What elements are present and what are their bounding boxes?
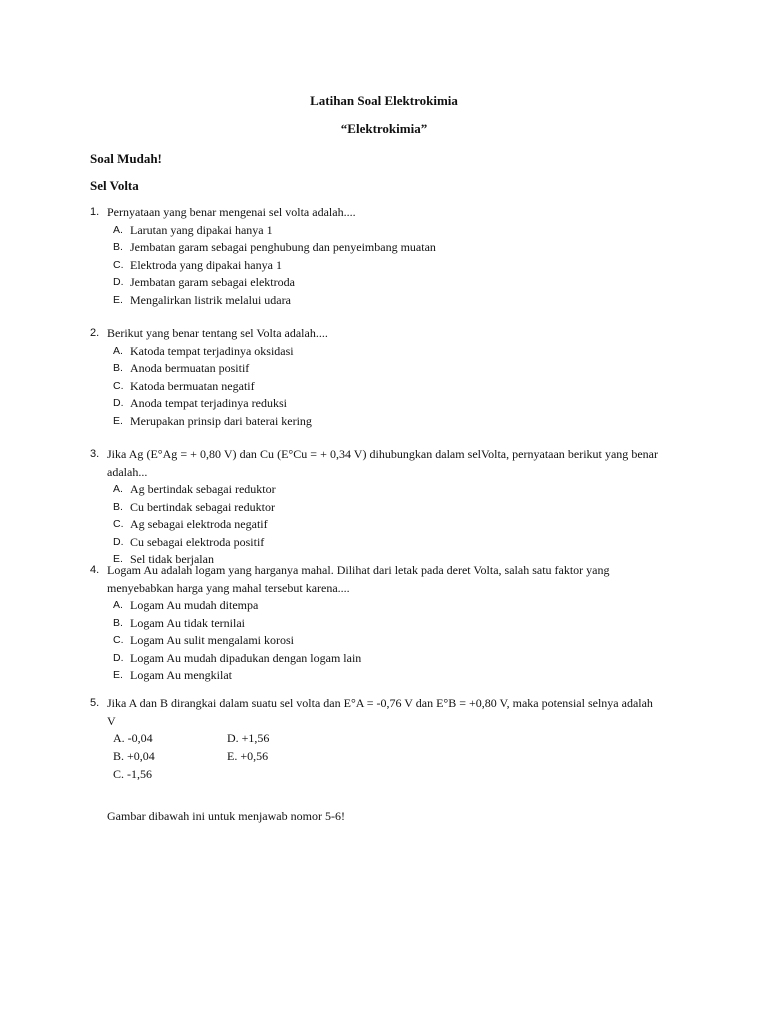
option-b: [90, 499, 658, 517]
option-text: Jembatan garam sebagai penghubung dan penyeimbang muatan: [130, 240, 436, 254]
option-text: Elektroda yang dipakai hanya 1: [130, 257, 282, 272]
option-text: Logam Au mudah dipadukan dengan logam lain: [130, 650, 362, 665]
option-letter: A.: [113, 599, 123, 611]
option-letter: D.: [113, 651, 124, 664]
figure-note: Gambar dibawah ini untuk menjawab nomor 5-6!: [107, 809, 345, 823]
option-letter: C.: [113, 379, 124, 392]
option-letter: A.: [113, 223, 123, 236]
option-b: [90, 239, 658, 257]
option-letter: E.: [113, 414, 123, 427]
document-title: Latihan Soal Elektrokimia: [310, 93, 458, 108]
option-b: [90, 615, 658, 633]
option-letter: C.: [113, 634, 124, 646]
option-text: Katoda tempat terjadinya oksidasi: [130, 343, 294, 358]
option-e: [90, 667, 658, 685]
option-d: [90, 395, 658, 413]
option-d: [90, 650, 658, 668]
question-number: 1.: [90, 206, 100, 218]
option-letter: D.: [113, 535, 124, 548]
option-letter: A.: [113, 344, 123, 357]
option-letter: C.: [113, 518, 124, 530]
question-text: Berikut yang benar tentang sel Volta adalah....: [107, 326, 328, 340]
option-letter: C.: [113, 258, 124, 271]
option-list: [90, 481, 658, 569]
option-text: Mengalirkan listrik melalui udara: [130, 292, 291, 307]
question-3: [90, 446, 658, 569]
option-text: Ag sebagai elektroda negatif: [130, 517, 268, 531]
option-list: [90, 222, 658, 310]
section-heading: Soal Mudah!: [90, 151, 162, 166]
question-text: Logam Au adalah logam yang harganya mahal. Dilihat dari letak pada deret Volta, salah satu faktor yang menyebabkan harga yang mahal tersebut karena....: [107, 563, 610, 595]
option-b: [90, 360, 658, 378]
question-number: 2.: [90, 327, 100, 339]
option-letter: D.: [113, 276, 124, 288]
option-letter: E.: [113, 669, 123, 681]
option-list: [90, 597, 658, 685]
option-text: Cu bertindak sebagai reduktor: [130, 499, 275, 514]
option-text: Logam Au mengkilat: [130, 668, 232, 682]
option-d: D. +1,56: [227, 731, 270, 745]
option-text: Logam Au sulit mengalami korosi: [130, 633, 294, 647]
question-1: [90, 204, 658, 309]
option-grid: [90, 730, 658, 784]
question-text: Pernyataan yang benar mengenai sel volta adalah....: [107, 205, 356, 219]
option-list: [90, 343, 658, 431]
option-d: [90, 274, 658, 292]
option-c: C. -1,56: [113, 767, 152, 781]
option-text: Merupakan prinsip dari baterai kering: [130, 413, 312, 428]
option-a: [90, 481, 658, 499]
option-c: [90, 378, 658, 396]
option-text: Cu sebagai elektroda positif: [130, 534, 265, 549]
option-text: Anoda bermuatan positif: [130, 361, 250, 375]
option-e: [90, 292, 658, 310]
option-text: Logam Au mudah ditempa: [130, 598, 259, 612]
question-2: [90, 325, 658, 430]
subsection-heading: Sel Volta: [90, 178, 139, 193]
option-e: [90, 413, 658, 431]
option-text: Larutan yang dipakai hanya 1: [130, 222, 273, 237]
option-letter: E.: [113, 293, 123, 306]
option-letter: B.: [113, 362, 123, 374]
question-text: Jika A dan B dirangkai dalam suatu sel volta dan E°A = -0,76 V dan E°B = +0,80 V, maka potensial selnya adalah V: [107, 696, 653, 728]
question-5: [90, 695, 658, 784]
option-letter: B.: [113, 616, 123, 629]
document-subtitle: “Elektrokimia”: [340, 121, 428, 136]
option-a: A. -0,04: [113, 731, 153, 745]
question-number: 3.: [90, 448, 100, 460]
option-letter: E.: [113, 553, 123, 565]
option-letter: A.: [113, 483, 123, 495]
option-a: [90, 597, 658, 615]
option-c: [90, 257, 658, 275]
question-text: Jika Ag (E°Ag = + 0,80 V) dan Cu (E°Cu = + 0,34 V) dihubungkan dalam selVolta, pernyataan berikut yang benar adalah...: [107, 447, 658, 479]
option-text: Katoda bermuatan negatif: [130, 378, 255, 393]
option-text: Jembatan garam sebagai elektroda: [130, 275, 295, 289]
option-text: Logam Au tidak ternilai: [130, 615, 245, 630]
option-text: Ag bertindak sebagai reduktor: [130, 482, 276, 496]
option-b: B. +0,04: [113, 749, 155, 763]
option-letter: B.: [113, 241, 123, 253]
option-e: E. +0,56: [227, 749, 269, 763]
option-text: Anoda tempat terjadinya reduksi: [130, 396, 287, 410]
option-c: [90, 516, 658, 534]
option-letter: B.: [113, 500, 123, 513]
option-a: [90, 343, 658, 361]
option-d: [90, 534, 658, 552]
option-text: Sel tidak berjalan: [130, 552, 214, 566]
question-4: [90, 562, 658, 685]
option-letter: D.: [113, 397, 124, 409]
option-a: [90, 222, 658, 240]
option-c: [90, 632, 658, 650]
question-number: 4.: [90, 564, 100, 576]
question-number: 5.: [90, 697, 100, 709]
